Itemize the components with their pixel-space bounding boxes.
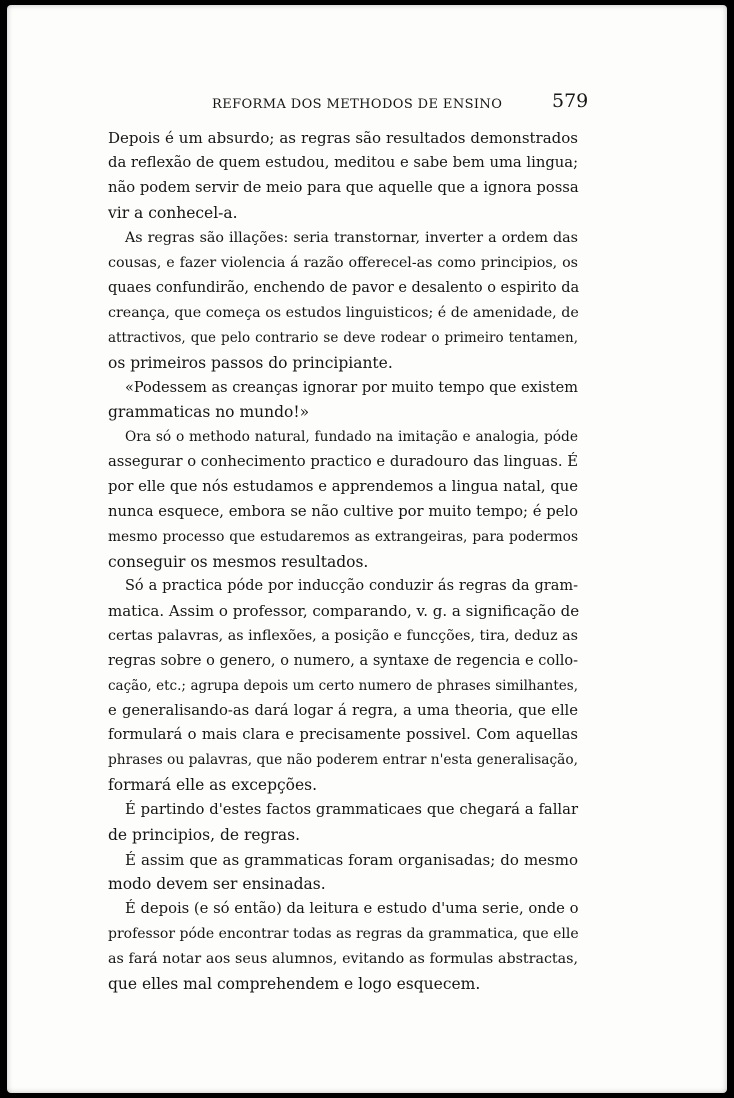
text-line: quaes confundirão, enchendo de pavor e desalento o espirito da [108,280,580,296]
text-line: É assim que as grammaticas foram organisadas; do mesmo [125,851,578,869]
text-line: cousas, e fazer violencia á razão offerecel-as como principios, os [108,255,578,271]
running-head: REFORMA DOS METHODOS DE ENSINO [212,97,503,112]
text-line: Ora só o methodo natural, fundado na imitação e analogia, póde [125,429,578,445]
text-line: cação, etc.; agrupa depois um certo numero de phrases similhantes, [108,678,578,694]
text-line: formará elle as excepções. [108,776,318,794]
text-line: assegurar o conhecimento practico e duradouro das linguas. É [108,453,578,470]
text-line: conseguir os mesmos resultados. [108,553,369,571]
text-line: regras sobre o genero, o numero, a syntaxe de regencia e collo- [108,653,578,669]
text-line: de principios, de regras. [108,826,301,844]
text-line: certas palavras, as inflexões, a posição e funcções, tira, deduz as [108,628,578,644]
text-line: que elles mal comprehendem e logo esquecem. [108,975,481,993]
text-line: É depois (e só então) da leitura e estudo d'uma serie, onde o [125,900,579,917]
text-line: vir a conhecel-a. [108,204,238,222]
text-line: formulará o mais clara e precisamente possivel. Com aquellas [108,726,578,743]
text-line: professor póde encontrar todas as regras da grammatica, que elle [108,926,579,942]
page-number: 579 [552,90,589,112]
text-line: matica. Assim o professor, comparando, v. g. a significação de [108,602,580,620]
text-line: nunca esquece, embora se não cultive por muito tempo; é pelo [108,503,578,520]
text-line: grammaticas no mundo!» [108,403,310,421]
text-line: e generalisando-as dará logar á regra, a uma theoria, que elle [108,702,578,719]
text-line: phrases ou palavras, que não poderem entrar n'esta generalisação, [108,752,578,768]
text-line: da reflexão de quem estudou, meditou e sabe bem uma lingua; [108,154,579,171]
text-line: não podem servir de meio para que aquelle que a ignora possa [108,179,579,196]
book-page [7,5,727,1093]
text-line: «Podessem as creanças ignorar por muito tempo que existem [125,380,578,396]
text-line: As regras são illações: seria transtornar, inverter a ordem das [125,230,578,246]
text-line: creança, que começa os estudos linguisticos; é de amenidade, de [108,305,579,321]
text-line: mesmo processo que estudaremos as extrangeiras, para podermos [108,529,578,545]
text-line: Depois é um absurdo; as regras são resultados demonstrados [108,129,578,147]
text-line: por elle que nós estudamos e apprendemos a lingua natal, que [108,478,578,495]
text-line: Só a practica póde por inducção conduzir ás regras da gram- [125,578,578,594]
text-line: os primeiros passos do principiante. [108,354,393,372]
text-line: modo devem ser ensinadas. [108,875,326,893]
text-line: as fará notar aos seus alumnos, evitando as formulas abstractas, [108,951,578,967]
text-line: É partindo d'estes factos grammaticaes que chegará a fallar [125,801,578,818]
text-line: attractivos, que pelo contrario se deve rodear o primeiro tentamen, [108,330,578,346]
